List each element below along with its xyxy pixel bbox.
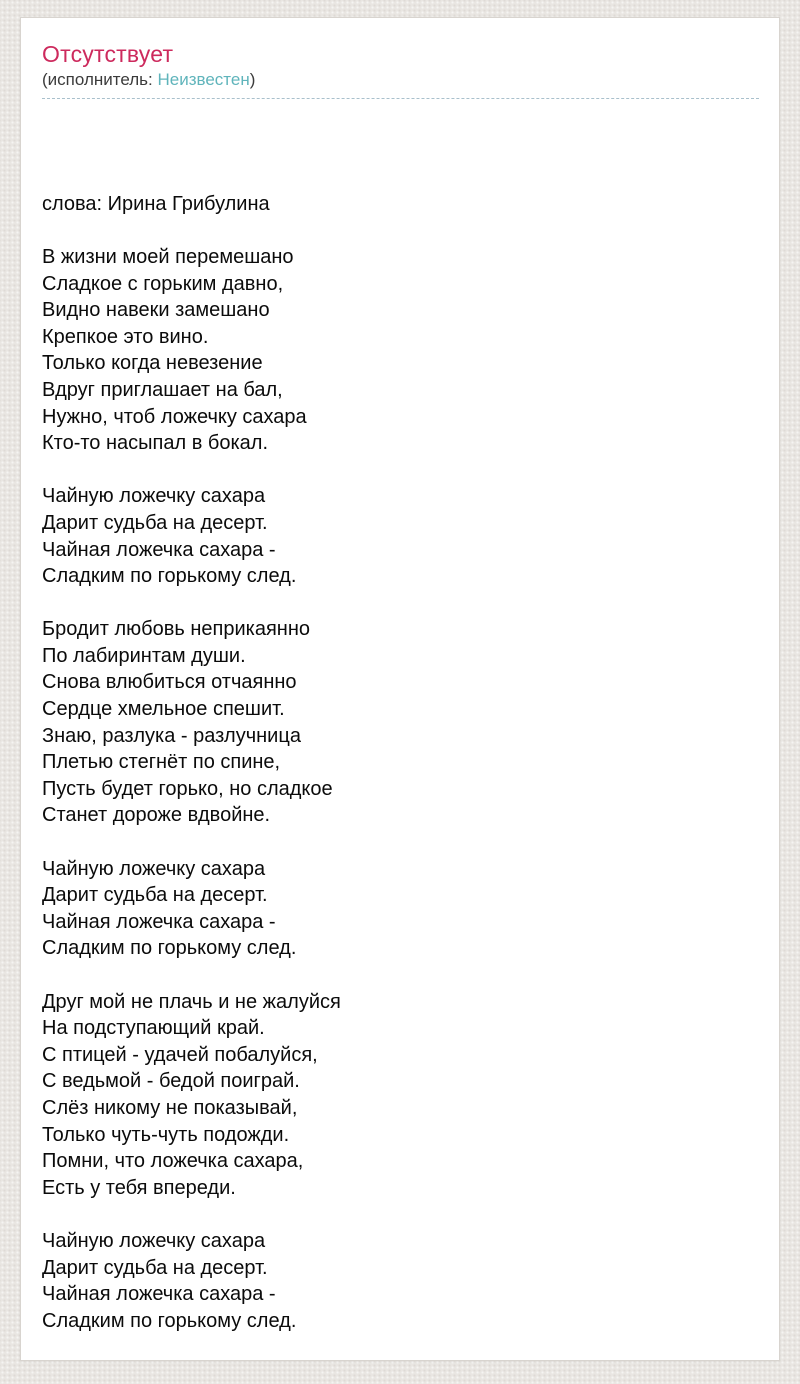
lyric-line: С ведьмой - бедой поиграй.: [42, 1070, 300, 1093]
lyric-line: Сердце хмельное спешит.: [42, 698, 285, 721]
lyric-line: Только когда невезение: [42, 352, 263, 375]
lyric-line: Плетью стегнёт по спине,: [42, 751, 281, 774]
lyric-line: Сладким по горькому след.: [42, 565, 297, 588]
lyric-line: Бродит любовь неприкаянно: [42, 618, 310, 641]
lyric-line: Сладким по горькому след.: [42, 937, 297, 960]
lyric-line: [42, 1201, 759, 1228]
lyric-line: В жизни моей перемешано: [42, 245, 294, 268]
lyric-line: Нужно, чтоб ложечку сахара: [42, 405, 307, 428]
lyric-line: По лабиринтам души.: [42, 644, 246, 667]
lyric-line: Чайная ложечка сахара -: [42, 1283, 276, 1306]
lyric-line: Вдруг приглашает на бал,: [42, 378, 283, 401]
lyric-line: Чайная ложечка сахара -: [42, 910, 276, 933]
lyric-line: На подступающий край.: [42, 1017, 265, 1040]
lyric-line: Станет дороже вдвойне.: [42, 804, 271, 827]
lyric-line: слова: Ирина Грибулина: [42, 192, 270, 215]
lyric-line: Пусть будет горько, но сладкое: [42, 777, 333, 800]
lyric-line: Друг мой не плачь и не жалуйся: [42, 990, 341, 1013]
lyric-line: Сладкое с горьким давно,: [42, 272, 284, 295]
lyric-line: Дарит судьба на десерт.: [42, 884, 268, 907]
song-subtitle: [42, 69, 759, 91]
page-background: [0, 17, 800, 1361]
lyric-line: Чайную ложечку сахара: [42, 485, 266, 508]
artist-link[interactable]: Неизвестен: [157, 70, 250, 89]
lyric-line: [42, 590, 759, 617]
lyric-line: [42, 217, 759, 244]
lyric-line: Только чуть-чуть подожди.: [42, 1123, 290, 1146]
artist-label: (исполнитель:: [42, 70, 158, 89]
song-title: Отсутствует: [42, 41, 174, 67]
lyric-line: Есть у тебя впереди.: [42, 1176, 236, 1199]
lyric-line: Сладким по горькому след.: [42, 1309, 297, 1332]
lyric-line: Знаю, разлука - разлучница: [42, 724, 301, 747]
lyric-line: С птицей - удачей побалуйся,: [42, 1043, 318, 1066]
lyric-line: Кто-то насыпал в бокал.: [42, 432, 269, 455]
subtitle-closing-paren: ): [249, 70, 256, 89]
lyric-line: Чайная ложечка сахара -: [42, 538, 276, 561]
lyrics-card: [20, 17, 780, 1361]
lyric-line: [42, 962, 759, 989]
lyric-line: [42, 457, 759, 484]
lyric-line: Чайную ложечку сахара: [42, 857, 266, 880]
lyric-line: [42, 829, 759, 856]
lyric-line: Снова влюбиться отчаянно: [42, 671, 297, 694]
lyric-line: Видно навеки замешано: [42, 299, 270, 322]
lyric-line: Слёз никому не показывай,: [42, 1096, 298, 1119]
lyric-line: Дарит судьба на десерт.: [42, 511, 268, 534]
lyric-line: Крепкое это вино.: [42, 325, 209, 348]
lyric-line: Чайную ложечку сахара: [42, 1229, 266, 1252]
lyric-line: Помни, что ложечка сахара,: [42, 1150, 304, 1173]
lyrics-text: [42, 111, 759, 1334]
lyric-line: Дарит судьба на десерт.: [42, 1256, 268, 1279]
song-header: [42, 41, 759, 99]
